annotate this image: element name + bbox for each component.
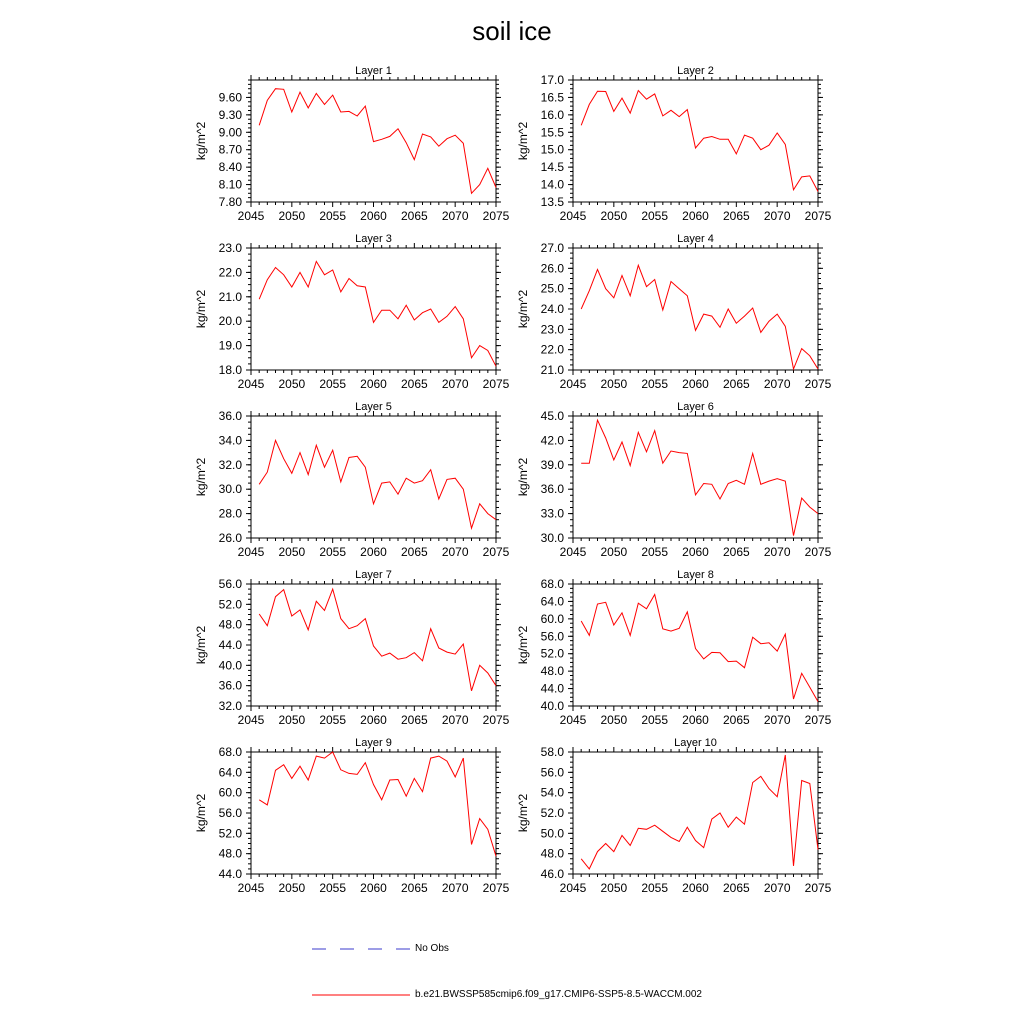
x-tick-label: 2045 [559,713,587,727]
y-tick-label: 56.0 [540,765,564,780]
y-tick-label: 60.0 [218,785,242,800]
x-tick-label: 2050 [278,713,306,727]
y-tick-label: 9.30 [218,107,242,122]
plot-frame [251,416,496,538]
x-tick-label: 2060 [682,377,709,391]
x-tick-label: 2065 [722,377,750,391]
x-tick-label: 2070 [763,881,791,895]
y-axis-label: kg/m^2 [516,793,530,833]
x-tick-label: 2045 [559,881,587,895]
x-tick-label: 2070 [763,209,791,223]
x-tick-label: 2065 [722,545,750,559]
y-tick-label: 33.0 [540,506,564,521]
y-tick-label: 64.0 [218,765,242,780]
y-tick-label: 52.0 [540,806,564,820]
x-tick-label: 2055 [641,209,669,223]
panel-layer-5 [194,401,510,559]
x-tick-label: 2070 [441,545,469,559]
x-tick-label: 2060 [682,881,709,895]
y-tick-label: 48.0 [540,664,564,679]
series-line [259,589,496,691]
y-tick-label: 28.0 [218,506,242,521]
y-tick-label: 26.0 [218,531,242,545]
y-tick-label: 23.0 [540,322,564,337]
x-tick-label: 2050 [278,377,306,391]
x-tick-label: 2045 [237,377,265,391]
y-tick-label: 17.0 [540,73,564,87]
y-tick-label: 27.0 [540,241,564,255]
x-tick-label: 2050 [278,209,306,223]
x-tick-label: 2045 [559,209,587,223]
y-tick-label: 20.0 [218,314,242,329]
y-tick-label: 50.0 [540,826,564,841]
y-tick-label: 13.5 [540,195,564,209]
x-tick-label: 2055 [641,377,669,391]
panel-layer-7 [194,569,510,727]
x-tick-label: 2055 [319,881,347,895]
panel-title: Layer 4 [677,233,714,245]
y-tick-label: 9.60 [218,90,242,105]
y-tick-label: 21.0 [540,363,564,377]
series-line [581,91,818,192]
panel-title: Layer 8 [677,569,714,581]
x-tick-label: 2070 [441,713,469,727]
y-tick-label: 68.0 [540,577,564,591]
y-axis-label: kg/m^2 [194,121,208,161]
x-tick-label: 2075 [482,545,510,559]
y-axis-label: kg/m^2 [516,457,530,497]
x-tick-label: 2075 [482,713,510,727]
y-axis-label: kg/m^2 [194,289,208,329]
x-tick-label: 2045 [237,881,265,895]
y-tick-label: 23.0 [218,241,242,255]
y-tick-label: 7.80 [218,195,242,209]
x-tick-label: 2060 [682,545,709,559]
y-tick-label: 52.0 [540,646,564,661]
x-tick-label: 2075 [482,881,510,895]
x-tick-label: 2055 [641,713,669,727]
series-line [259,261,496,366]
y-tick-label: 40.0 [540,699,564,713]
y-tick-label: 24.0 [540,302,564,316]
panel-title: Layer 1 [355,65,392,77]
x-tick-label: 2070 [441,881,469,895]
x-tick-label: 2050 [600,377,628,391]
x-tick-label: 2050 [600,545,628,559]
x-tick-label: 2070 [763,713,791,727]
x-tick-label: 2065 [400,377,428,391]
y-tick-label: 26.0 [540,261,564,276]
series-line [581,265,818,369]
x-tick-label: 2070 [441,209,469,223]
y-tick-label: 32.0 [218,699,242,713]
y-axis-label: kg/m^2 [516,289,530,329]
y-tick-label: 36.0 [218,678,242,693]
y-tick-label: 42.0 [540,433,564,448]
x-tick-label: 2075 [804,881,832,895]
x-tick-label: 2075 [804,713,832,727]
series-line [259,440,496,528]
panel-layer-3 [194,233,510,391]
x-tick-label: 2060 [360,377,387,391]
legend-label-model: b.e21.BWSSP585cmip6.f09_g17.CMIP6-SSP5-8.5-WACCM.002 [415,989,702,1000]
y-tick-label: 44.0 [218,638,242,652]
x-tick-label: 2055 [641,545,669,559]
x-tick-label: 2075 [482,209,510,223]
y-tick-label: 45.0 [540,409,564,423]
plot-frame [573,584,818,706]
x-tick-label: 2055 [641,881,669,895]
x-tick-label: 2075 [804,377,832,391]
x-tick-label: 2060 [360,209,387,223]
y-tick-label: 44.0 [540,681,564,696]
plot-frame [251,752,496,874]
series-line [581,595,818,702]
x-tick-label: 2060 [360,881,387,895]
y-tick-label: 8.70 [218,142,242,157]
plot-frame [251,248,496,370]
y-tick-label: 30.0 [540,531,564,545]
y-tick-label: 60.0 [540,611,564,626]
x-tick-label: 2045 [559,545,587,559]
y-tick-label: 52.0 [218,597,242,612]
panel-title: Layer 6 [677,401,714,413]
y-tick-label: 30.0 [218,482,242,497]
y-tick-label: 15.0 [540,142,564,157]
series-line [259,89,496,194]
x-tick-label: 2065 [722,209,750,223]
plot-frame [573,752,818,874]
panel-layer-2 [516,65,832,223]
x-tick-label: 2065 [400,545,428,559]
x-tick-label: 2065 [400,209,428,223]
y-tick-label: 52.0 [218,826,242,841]
series-line [259,752,496,856]
x-tick-label: 2060 [682,209,709,223]
y-tick-label: 48.0 [218,846,242,861]
x-tick-label: 2045 [237,545,265,559]
panel-layer-1 [194,65,510,223]
y-tick-label: 44.0 [218,867,242,881]
x-tick-label: 2075 [804,545,832,559]
y-tick-label: 36.0 [218,409,242,423]
y-axis-label: kg/m^2 [194,457,208,497]
y-tick-label: 39.0 [540,457,564,472]
y-tick-label: 16.5 [540,90,564,105]
x-tick-label: 2075 [482,377,510,391]
x-tick-label: 2065 [722,713,750,727]
panel-title: Layer 2 [677,65,714,77]
series-line [581,420,818,535]
x-tick-label: 2075 [804,209,832,223]
y-tick-label: 8.10 [218,177,242,192]
panel-layer-8 [516,569,832,727]
x-tick-label: 2055 [319,545,347,559]
y-tick-label: 56.0 [540,629,564,644]
plot-frame [573,80,818,202]
x-tick-label: 2070 [763,545,791,559]
panel-title: Layer 10 [674,737,717,749]
y-tick-label: 48.0 [540,846,564,861]
y-tick-label: 22.0 [540,342,564,357]
x-tick-label: 2055 [319,377,347,391]
panel-layer-9 [194,737,510,895]
y-tick-label: 25.0 [540,281,564,296]
x-tick-label: 2065 [400,881,428,895]
x-tick-label: 2055 [319,209,347,223]
y-tick-label: 58.0 [540,745,564,759]
y-tick-label: 64.0 [540,594,564,609]
x-tick-label: 2065 [722,881,750,895]
y-tick-label: 18.0 [218,363,242,377]
x-tick-label: 2050 [600,209,628,223]
y-tick-label: 9.00 [218,125,242,140]
y-tick-label: 56.0 [218,577,242,591]
y-tick-label: 15.5 [540,125,564,140]
x-tick-label: 2060 [360,713,387,727]
y-tick-label: 68.0 [218,745,242,759]
x-tick-label: 2070 [441,377,469,391]
y-axis-label: kg/m^2 [516,625,530,665]
x-tick-label: 2070 [763,377,791,391]
x-tick-label: 2050 [278,545,306,559]
y-tick-label: 32.0 [218,457,242,472]
panel-title: Layer 3 [355,233,392,245]
y-axis-label: kg/m^2 [516,121,530,161]
x-tick-label: 2065 [400,713,428,727]
y-tick-label: 16.0 [540,107,564,122]
series-line [581,755,818,869]
y-axis-label: kg/m^2 [194,625,208,665]
y-tick-label: 54.0 [540,785,564,800]
x-tick-label: 2060 [682,713,709,727]
y-axis-label: kg/m^2 [194,793,208,833]
x-tick-label: 2060 [360,545,387,559]
panel-layer-6 [516,401,832,559]
y-tick-label: 14.5 [540,160,564,175]
plot-frame [573,416,818,538]
x-tick-label: 2055 [319,713,347,727]
x-tick-label: 2045 [237,209,265,223]
panel-layer-10 [516,737,832,895]
y-tick-label: 48.0 [218,617,242,632]
legend-line-model [312,990,412,1000]
y-tick-label: 19.0 [218,338,242,353]
y-tick-label: 40.0 [218,658,242,673]
panel-layer-4 [516,233,832,391]
y-tick-label: 21.0 [218,289,242,304]
figure-title: soil ice [472,16,552,46]
x-tick-label: 2050 [600,881,628,895]
panel-title: Layer 9 [355,737,392,749]
legend-line-no-obs [312,944,412,954]
x-tick-label: 2050 [600,713,628,727]
y-tick-label: 36.0 [540,482,564,497]
panel-title: Layer 5 [355,401,392,413]
y-tick-label: 22.0 [218,265,242,280]
y-tick-label: 14.0 [540,177,564,192]
plot-frame [573,248,818,370]
x-tick-label: 2045 [237,713,265,727]
x-tick-label: 2050 [278,881,306,895]
y-tick-label: 56.0 [218,806,242,820]
y-tick-label: 8.40 [218,160,242,175]
y-tick-label: 46.0 [540,867,564,881]
panel-title: Layer 7 [355,569,392,581]
x-tick-label: 2045 [559,377,587,391]
y-tick-label: 34.0 [218,433,242,448]
legend-label-no-obs: No Obs [415,943,449,954]
